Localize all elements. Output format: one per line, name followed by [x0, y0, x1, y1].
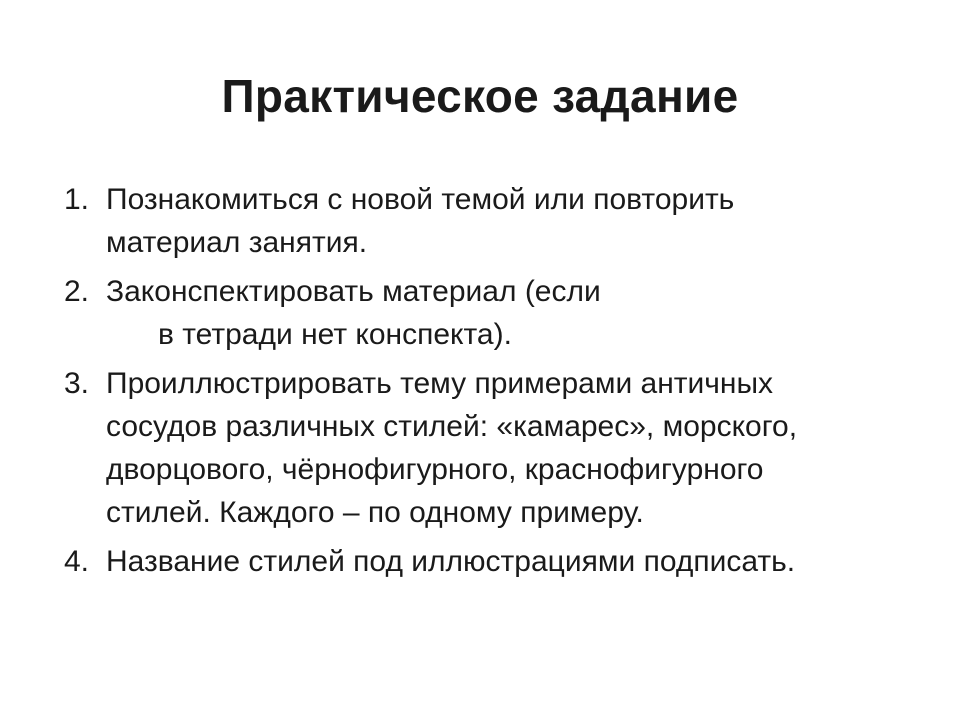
list-item — [64, 362, 914, 534]
list-item-line: дворцового, чёрнофигурного, краснофигурного — [106, 453, 764, 486]
list-item-line: в тетради нет конспекта). — [158, 318, 512, 351]
list-item-number: 3. — [64, 367, 90, 400]
list-item — [64, 540, 914, 583]
list-item-line: Проиллюстрировать тему примерами античных — [106, 367, 774, 400]
list-item-line: Название стилей под иллюстрациями подписать. — [106, 545, 796, 578]
list-item-line: сосудов различных стилей: «камарес», морского, — [106, 410, 798, 443]
list-item-line: стилей. Каждого – по одному примеру. — [106, 496, 644, 529]
list-item-line: Законспектировать материал (если — [106, 275, 601, 308]
list-item-line: Познакомиться с новой темой или повторить — [106, 183, 735, 216]
task-list — [64, 178, 914, 589]
list-item-number: 4. — [64, 545, 90, 578]
list-item-number: 1. — [64, 183, 90, 216]
list-item-number: 2. — [64, 275, 90, 308]
slide-title: Практическое задание — [221, 70, 739, 122]
list-item — [64, 178, 914, 264]
list-item — [64, 270, 914, 356]
list-item-line: материал занятия. — [106, 226, 368, 259]
